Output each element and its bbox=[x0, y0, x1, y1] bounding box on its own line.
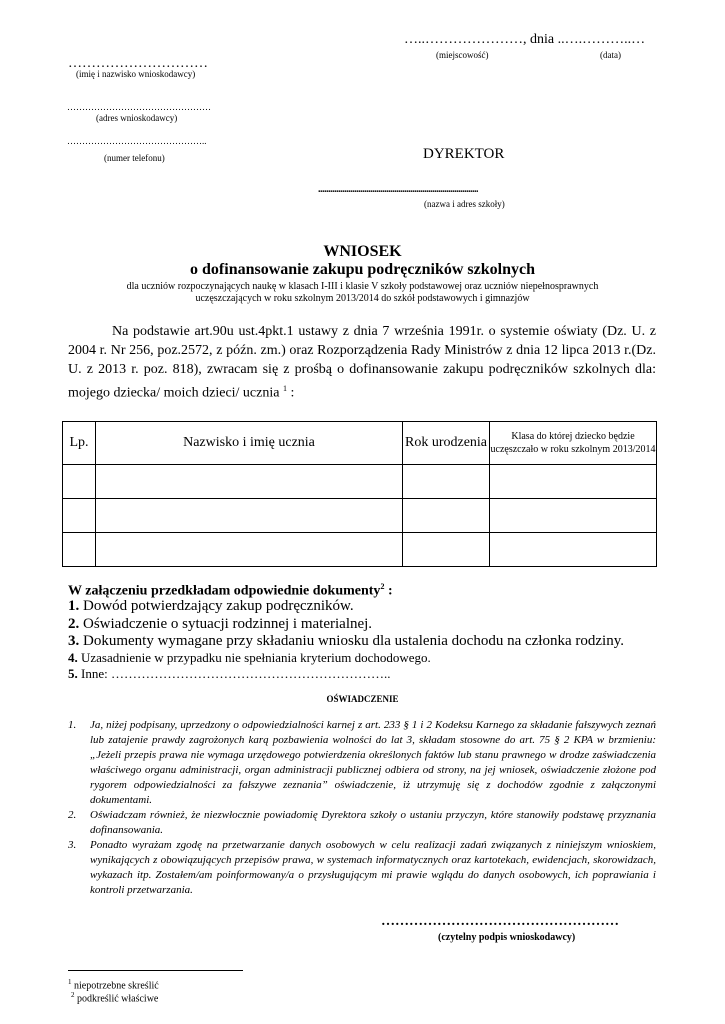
school-name-label: (nazwa i adres szkoły) bbox=[424, 199, 505, 209]
request-text: Na podstawie art.90u ust.4pkt.1 ustawy z dnia 7 września 1991r. o systemie oświaty (Dz. U. z 2004 r. Nr 256, poz.2572, z późn. zm.) oraz Rozporządzenia Rady Ministrów z dnia 12 lipca 2013 r.(Dz. U. z 2013 r. poz. 818), zwracam się z prośbą o dofinansowanie zakupu podręczników szkolnych dla: mojego dziecka/ moich dzieci/ ucznia bbox=[68, 324, 656, 401]
cell-student-name[interactable] bbox=[96, 533, 403, 567]
footnote-2-ref: 2 bbox=[71, 991, 75, 999]
footnote-2 bbox=[71, 991, 158, 1004]
cell-student-name[interactable] bbox=[96, 499, 403, 533]
request-paragraph bbox=[68, 322, 656, 403]
applicant-address-label: (adres wnioskodawcy) bbox=[96, 113, 178, 123]
document-description-line-1: dla uczniów rozpoczynających naukę w klasach I-III i klasie V szkoły podstawowej oraz uczniów niepełnosprawnych bbox=[126, 281, 599, 292]
footnote-1-ref: 1 bbox=[68, 978, 72, 986]
footnote-1 bbox=[68, 978, 159, 991]
attachment-number: 4. bbox=[68, 650, 78, 665]
attachment-number: 5. bbox=[68, 666, 78, 681]
attachment-item bbox=[68, 633, 624, 650]
footnote-divider bbox=[68, 970, 243, 971]
cell-class[interactable] bbox=[490, 465, 657, 499]
header-class: Klasa do której dziecko będzie uczęszczało w roku szkolnym 2013/2014 bbox=[490, 422, 657, 465]
recipient-heading: DYREKTOR bbox=[423, 146, 505, 162]
cell-lp[interactable] bbox=[63, 465, 96, 499]
declaration-text: Ja, niżej podpisany, uprzedzony o odpowiedzialności karnej z art. 233 § 1 i 2 Kodeksu Karnego za składanie fałszywych zeznań lub zatajenie prawdy zagrożonych karą pozbawienia wolności do lat 3, składam stosowne do art. 75 § 2 KPA w brzmieniu: „Jeżeli przepis prawa nie wymaga urzędowego potwierdzenia określonych faktów lub stanu prawnego w drodze zaświadczenia właściwego organu administracji, organ administracji publicznej odbiera od strony, na jej wniosek, oświadczenie złożone pod rygorem odpowiedzialności za fałszywe zeznania” oświadczenie, iż utrzymuję się z dochodów zgodnie z załączonymi dokumentami. bbox=[90, 719, 656, 806]
document-title: WNIOSEK bbox=[323, 243, 402, 260]
cell-birth-year[interactable] bbox=[403, 499, 490, 533]
attachment-text: Dowód potwierdzający zakup podręczników. bbox=[79, 598, 354, 614]
document-subtitle: o dofinansowanie zakupu podręczników szkolnych bbox=[190, 261, 535, 278]
cell-class[interactable] bbox=[490, 533, 657, 567]
attachment-number: 2. bbox=[68, 616, 80, 632]
attachment-item bbox=[68, 598, 354, 615]
school-name-line[interactable]: ................................................................................ bbox=[318, 184, 478, 195]
declaration-title: OŚWIADCZENIE bbox=[326, 694, 399, 704]
request-end: : bbox=[286, 385, 295, 401]
declaration-text: Ponadto wyrażam zgodę na przetwarzanie danych osobowych w celu realizacji zadań związanych z niniejszym wnioskiem, wynikających z obowiązujących przepisów prawa, w systemach informatycznych oraz kartotekach, ewidencjach, skorowidzach, wykazach itp. Zostałem/am poinformowany/a o przysługującym mi prawie wglądu do danych osobowych, ich poprawiania i kontroli przetwarzania. bbox=[90, 839, 656, 896]
phone-number-label: (numer telefonu) bbox=[104, 153, 165, 163]
header-birth-year: Rok urodzenia bbox=[403, 422, 490, 465]
applicant-name-line[interactable]: ………………………… bbox=[68, 56, 208, 71]
signature-line[interactable]: …………………………………………… bbox=[381, 914, 619, 929]
cell-lp[interactable] bbox=[63, 533, 96, 567]
footnote-ref-1: 1 bbox=[282, 384, 287, 393]
attachment-item-other[interactable] bbox=[68, 666, 390, 682]
header-lp: Lp. bbox=[63, 422, 96, 465]
cell-lp[interactable] bbox=[63, 499, 96, 533]
cell-student-name[interactable] bbox=[96, 465, 403, 499]
declaration-list bbox=[68, 718, 656, 898]
declaration-item bbox=[68, 718, 656, 808]
declaration-number: 2. bbox=[68, 809, 77, 821]
table-header-row bbox=[63, 422, 657, 465]
attachment-number: 1. bbox=[68, 598, 80, 614]
cell-class[interactable] bbox=[490, 499, 657, 533]
table-row bbox=[63, 465, 657, 499]
footnote-ref-2: 2 bbox=[380, 582, 385, 591]
declaration-item bbox=[68, 838, 656, 898]
attachments-heading bbox=[68, 582, 393, 600]
footnote-2-text: podkreślić właściwe bbox=[74, 993, 159, 1005]
document-description-line-2: uczęszczających w roku szkolnym 2013/2014 do szkół podstawowych i gimnazjów bbox=[195, 293, 530, 304]
footnote-1-text: niepotrzebne skreślić bbox=[71, 980, 159, 992]
cell-birth-year[interactable] bbox=[403, 533, 490, 567]
attachment-text: Inne: ……………………………………………………….. bbox=[77, 666, 391, 681]
declaration-item bbox=[68, 808, 656, 838]
signature-label: (czytelny podpis wnioskodawcy) bbox=[438, 932, 576, 943]
header-student-name: Nazwisko i imię ucznia bbox=[96, 422, 403, 465]
attachments-heading-end: : bbox=[384, 583, 393, 599]
declaration-number: 3. bbox=[68, 839, 77, 851]
place-date-line[interactable]: …..…………………, dnia ..….………..… bbox=[404, 32, 646, 47]
attachment-item bbox=[68, 650, 431, 666]
cell-birth-year[interactable] bbox=[403, 465, 490, 499]
attachment-text: Dokumenty wymagane przy składaniu wniosku dla ustalenia dochodu na członka rodziny. bbox=[79, 633, 624, 649]
attachment-item bbox=[68, 616, 372, 633]
attachment-text: Oświadczenie o sytuacji rodzinnej i materialnej. bbox=[79, 616, 373, 632]
students-table bbox=[62, 421, 657, 567]
attachment-text: Uzasadnienie w przypadku nie spełniania kryterium dochodowego. bbox=[77, 650, 431, 665]
table-row bbox=[63, 533, 657, 567]
declaration-text: Oświadczam również, że niezwłocznie powiadomię Dyrektora szkoły o ustaniu przyczyn, które stanowiły podstawę przyznania dofinansowania. bbox=[90, 809, 656, 836]
place-label: (miejscowość) bbox=[436, 50, 489, 60]
date-label: (data) bbox=[600, 50, 621, 60]
table-row bbox=[63, 499, 657, 533]
phone-number-line[interactable]: ……………………………………….. bbox=[67, 136, 207, 146]
declaration-number: 1. bbox=[68, 719, 77, 731]
applicant-address-line[interactable]: ………………………………………… bbox=[67, 102, 211, 112]
attachment-number: 3. bbox=[68, 633, 80, 649]
applicant-name-label: (imię i nazwisko wnioskodawcy) bbox=[76, 69, 196, 79]
attachments-heading-text: W załączeniu przedkładam odpowiednie dokumenty bbox=[68, 583, 381, 599]
